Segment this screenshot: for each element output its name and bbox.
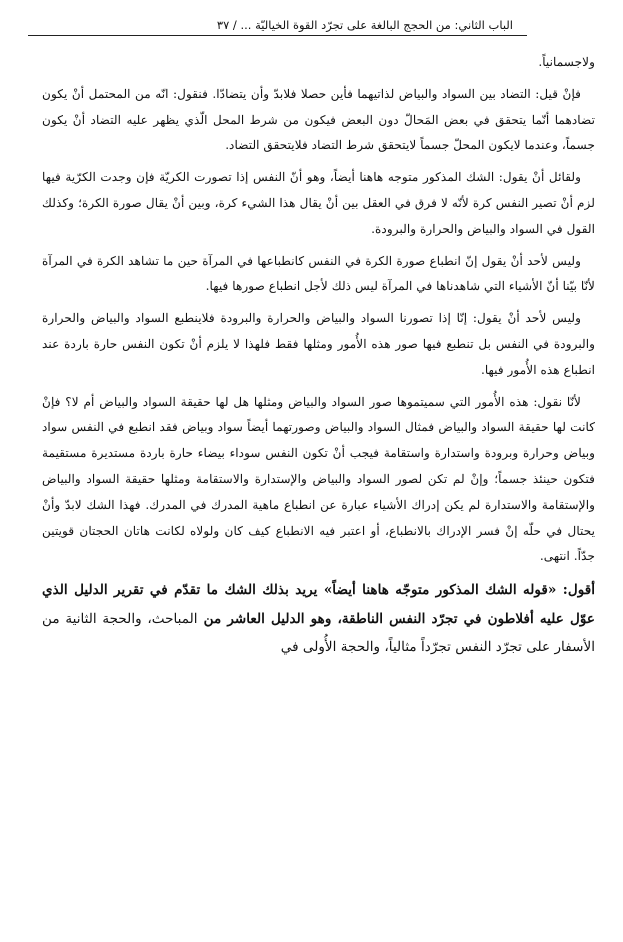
commentary-bold: أقول: «قوله الشك المذكور متوجّه هاهنا أيضاً» يريد بذلك الشك ما تقدّم في تقرير الدليل الذي عوّل عليه أفلاطون في تجرّد النفس الناطقة، وهو الدليل العاشر من	[42, 582, 596, 627]
body-text	[42, 50, 595, 668]
commentary-plain: المباحث، والحجة الثانية من الأسفار على تجرّد النفس تجرّداً مثالياً، والحجة الأُولى في	[42, 610, 595, 656]
header-rule	[28, 35, 527, 36]
paragraph-doubt: ولقائل أنْ يقول: الشك المذكور متوجه هاهنا أيضاً، وهو أنّ النفس إذا تصورت الكريّة فإن وجدت الكرّية فيها لزم أنْ تصير النفس كرة لأنّه لا فرق في العقل بين أنْ يقال هذا الشيء كرة، وبين أنْ يقال صورة الكرة؛ وكذلك القول في السواد والبياض والحرارة والبرودة.	[42, 170, 595, 236]
paragraph-reply: لأنّا نقول: هذه الأُمور التي سميتموها صور السواد والبياض ومثلها هل لها حقيقة السواد والبياض أم لا؟ فإنْ كانت لها حقيقة السواد والبياض فمثال السواد والبياض وصورتهما أيضاً سواد وبياض فقد انطبع في النفس سواد وبياض وحرارة وبرودة واستدارة واستقامة فيجب أنْ تكون النفس سوداء بيضاء حارة باردة مستديرة مستقيمة فتكون حينئذ جسماً؛ وإنْ لم تكن لصور السواد والبياض والإستدارة والاستقامة ومثلها حقيقة السواد والبياض والإستقامة والاستدارة لم يكن إدراك الأشياء عبارة عن انطباع ماهية المدرك في المدرك. فهذا الشك لابدّ وأنْ يحتال في حلّه إنْ فسر الإدراك بالانطباع، أو اعتبر فيه الانطباع كيف كان ولولاه لكانت هاتان الحجتان قويتين جدّاً. انتهى.	[42, 394, 595, 564]
paragraph-continuation: ولاجسمانياً.	[538, 55, 595, 69]
paragraph-objection: فإنْ قيل: التضاد بين السواد والبياض لذاتيهما فأين حصلا فلابدّ وأن يتضادّا. فنقول: انّه من المحتمل أنْ يكون تضادهما أنّما يتحقق في بعض المَحالّ دون البعض فيكون من شرط المحل الّذي يظهر عليه التضاد أنْ يكون جسماً، وعندما لايكون المحلّ جسماً لايتحقق شرط التضاد فلايتحقق التضاد.	[42, 86, 595, 153]
paragraph-mirror: وليس لأحد أنْ يقول إنّ انطباع صورة الكرة في النفس كانطباعها في المرآة حين ما تشاهد الكرة في المرآة لأنّا بيّنا أنّ الأشياء التي شاهدناها في المرآة ليس ذلك لأجل انطباع صورها فيها.	[42, 253, 595, 294]
paragraph-images: وليس لأحد أنْ يقول: إنّا إذا تصورنا السواد والبياض والحرارة والبرودة فلاينطبع السواد والبياض والحرارة والبرودة في النفس بل تنطبع فيها صور هذه الأُمور ومثلها فقط فلهذا لا يلزم أنْ تكون النفس حارة باردة عند انطباع هذه الأُمور فيها.	[42, 311, 595, 377]
running-header	[28, 8, 527, 34]
paragraph-commentary	[42, 576, 595, 662]
header-title: الباب الثاني: من الحجج البالغة على تجرّد القوة الخياليّة ... / ٣٧	[216, 18, 513, 32]
